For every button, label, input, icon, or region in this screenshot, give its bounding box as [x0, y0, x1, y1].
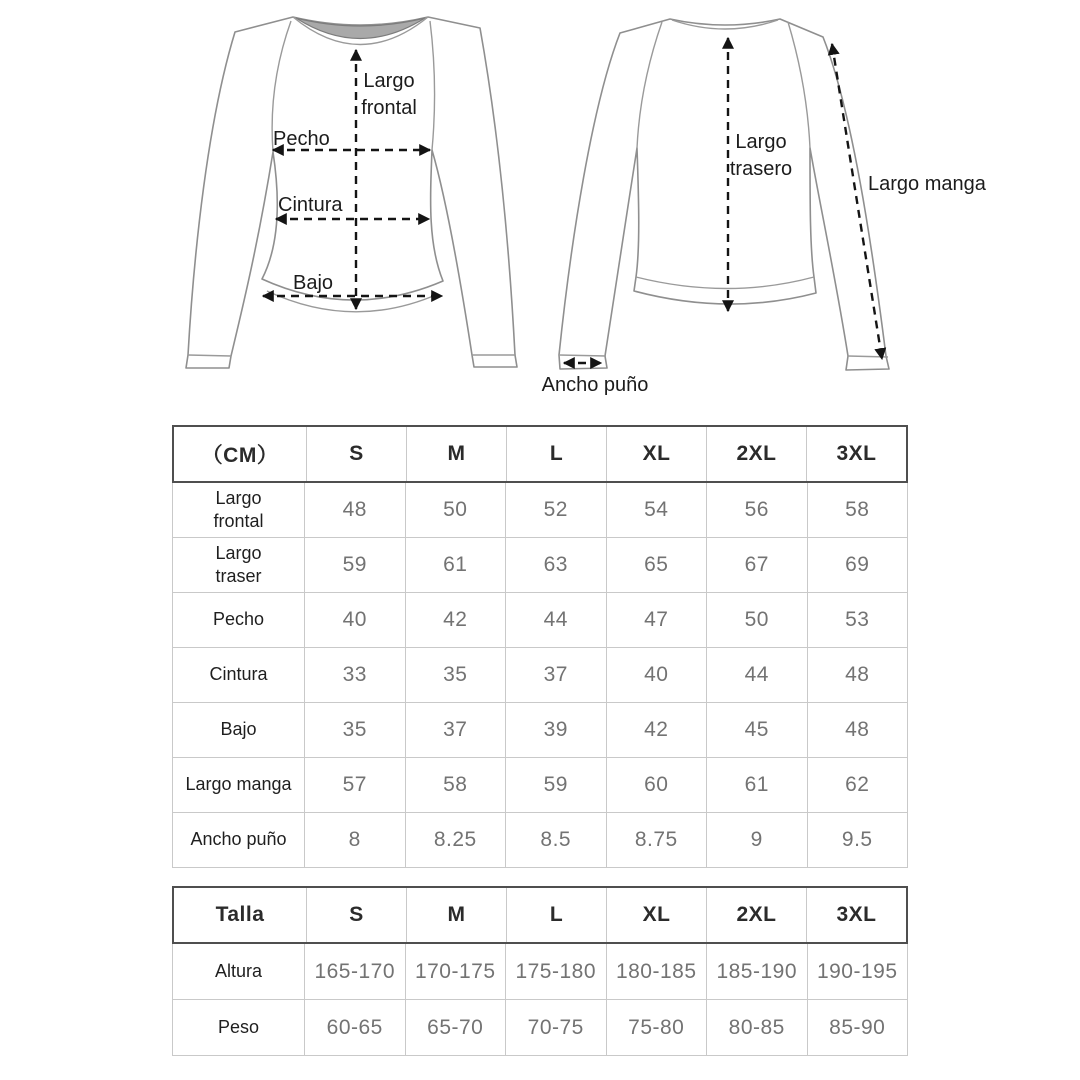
bajo-label: Bajo [293, 272, 334, 294]
value-cell: 35 [304, 703, 405, 757]
value-cell: 8.5 [505, 813, 606, 867]
value-cell: 9.5 [807, 813, 908, 867]
value-cell: 37 [405, 703, 506, 757]
value-cell: 44 [505, 593, 606, 647]
table-row-peso [173, 999, 907, 1055]
table-row-bajo [173, 702, 907, 757]
value-cell: 39 [505, 703, 606, 757]
value-cell: 185-190 [706, 944, 807, 999]
row-label: Pecho [212, 609, 265, 630]
value-cell: 48 [807, 703, 908, 757]
ancho-puno-label: Ancho puño [541, 374, 649, 396]
shirt-back-drawing [542, 19, 987, 396]
value-cell: 180-185 [606, 944, 707, 999]
row-label: Cintura [209, 664, 268, 685]
value-cell: 42 [606, 703, 707, 757]
value-cell: 50 [405, 483, 506, 537]
cintura-label: Cintura [278, 194, 343, 216]
value-cell: 44 [706, 648, 807, 702]
row-label: Largo manga [185, 774, 292, 795]
value-cell: 37 [505, 648, 606, 702]
largo-manga-label: Largo manga [868, 173, 986, 195]
table-row-altura [173, 944, 907, 999]
size-col-header-s: S [306, 888, 406, 942]
value-cell: 9 [706, 813, 807, 867]
value-cell: 65 [606, 538, 707, 592]
value-cell: 57 [304, 758, 405, 812]
largo-trasero-label-line2: trasero [729, 158, 793, 180]
largo-frontal-label-line2: frontal [361, 97, 417, 119]
value-cell: 75-80 [606, 1000, 707, 1055]
size-col-header-xl: XL [606, 888, 706, 942]
row-label: Bajo [220, 719, 257, 740]
measurements-table-header [172, 425, 908, 483]
size-col-header-s: S [306, 427, 406, 481]
value-cell: 48 [304, 483, 405, 537]
size-col-header-xl: XL [606, 427, 706, 481]
size-col-header-l: L [506, 427, 606, 481]
shirt-front-cuff-lines [188, 355, 515, 356]
value-cell: 53 [807, 593, 908, 647]
shirt-front-drawing [186, 17, 517, 368]
table-row-ancho-puno [173, 812, 907, 867]
value-cell: 58 [807, 483, 908, 537]
value-cell: 40 [606, 648, 707, 702]
size-col-header-2xl: 2XL [706, 888, 806, 942]
value-cell: 65-70 [405, 1000, 506, 1055]
value-cell: 67 [706, 538, 807, 592]
value-cell: 8.75 [606, 813, 707, 867]
size-col-header-3xl: 3XL [806, 427, 906, 481]
value-cell: 58 [405, 758, 506, 812]
largo-trasero-label-line1: Largo [735, 131, 787, 153]
value-cell: 35 [405, 648, 506, 702]
value-cell: 8.25 [405, 813, 506, 867]
row-label: Ancho puño [190, 829, 287, 850]
value-cell: 61 [706, 758, 807, 812]
unit-header-cell: （CM） [201, 444, 279, 467]
value-cell: 63 [505, 538, 606, 592]
table-row-largo-traser [173, 537, 907, 592]
value-cell: 59 [505, 758, 606, 812]
value-cell: 165-170 [304, 944, 405, 999]
table-row-pecho [173, 592, 907, 647]
row-label: Largo frontal [213, 487, 264, 531]
shirt-back-cuff-lines [559, 355, 888, 357]
value-cell: 8 [304, 813, 405, 867]
value-cell: 33 [304, 648, 405, 702]
shirt-front-body [186, 17, 517, 368]
value-cell: 61 [405, 538, 506, 592]
value-cell: 70-75 [505, 1000, 606, 1055]
value-cell: 60 [606, 758, 707, 812]
value-cell: 42 [405, 593, 506, 647]
value-cell: 40 [304, 593, 405, 647]
talla-header-cell: Talla [215, 903, 265, 926]
value-cell: 190-195 [807, 944, 908, 999]
measurements-table-body [172, 483, 908, 868]
garment-measurement-diagram [0, 0, 1080, 415]
row-label: Largo traser [215, 542, 262, 586]
pecho-label: Pecho [273, 128, 330, 150]
value-cell: 69 [807, 538, 908, 592]
value-cell: 80-85 [706, 1000, 807, 1055]
size-col-header-m: M [406, 888, 506, 942]
value-cell: 175-180 [505, 944, 606, 999]
measurements-table [172, 425, 908, 868]
value-cell: 85-90 [807, 1000, 908, 1055]
table-row-largo-manga [173, 757, 907, 812]
value-cell: 59 [304, 538, 405, 592]
value-cell: 45 [706, 703, 807, 757]
size-col-header-2xl: 2XL [706, 427, 806, 481]
value-cell: 170-175 [405, 944, 506, 999]
fit-table-body [172, 944, 908, 1056]
size-col-header-3xl: 3XL [806, 888, 906, 942]
fit-table-header [172, 886, 908, 944]
value-cell: 52 [505, 483, 606, 537]
table-row-largo-frontal [173, 483, 907, 537]
table-row-cintura [173, 647, 907, 702]
value-cell: 54 [606, 483, 707, 537]
largo-frontal-label-line1: Largo [363, 70, 415, 92]
value-cell: 56 [706, 483, 807, 537]
value-cell: 60-65 [304, 1000, 405, 1055]
size-col-header-m: M [406, 427, 506, 481]
shirt-back-body [559, 19, 889, 370]
size-col-header-l: L [506, 888, 606, 942]
row-label: Altura [214, 960, 263, 981]
value-cell: 62 [807, 758, 908, 812]
value-cell: 48 [807, 648, 908, 702]
fit-table [172, 886, 908, 1056]
value-cell: 47 [606, 593, 707, 647]
value-cell: 50 [706, 593, 807, 647]
row-label: Peso [217, 1016, 260, 1037]
